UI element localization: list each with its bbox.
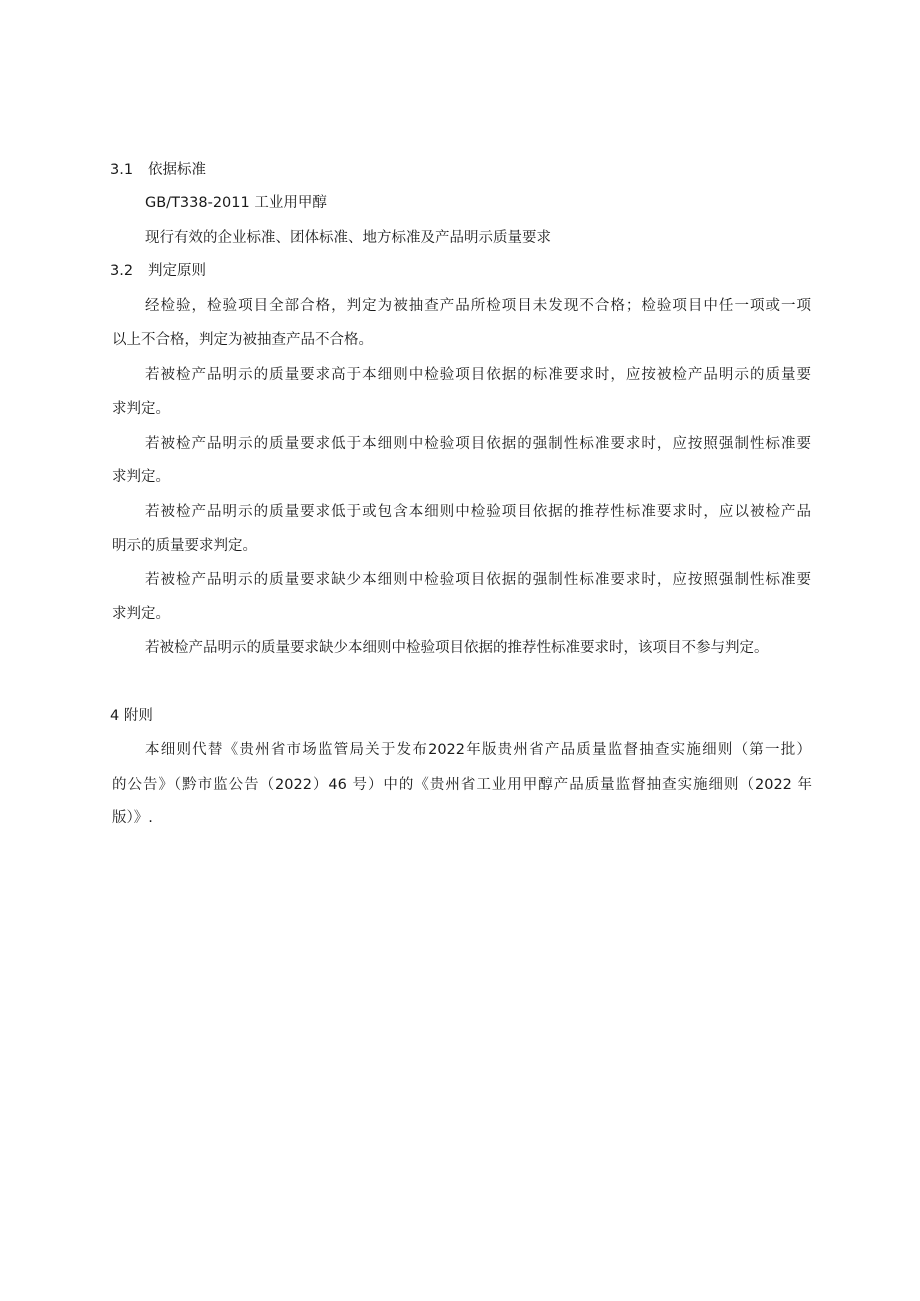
- paragraph-line: 版）》.: [112, 810, 153, 826]
- section-3-2-heading: [110, 261, 206, 281]
- paragraph-line: 若被检产品明示的质量要求高于本细则中检验项目依据的标准要求时，应按被检产品明示的质量要: [145, 367, 811, 383]
- section-title: 依据标准: [148, 162, 206, 178]
- paragraph-line: 本细则代替《贵州省市场监管局关于发布2022年版贵州省产品质量监督抽查实施细则（第一批）: [145, 742, 811, 758]
- paragraph-line: 若被检产品明示的质量要求低于本细则中检验项目依据的强制性标准要求时，应按照强制性标准要: [145, 436, 811, 452]
- paragraph-line: 明示的质量要求判定。: [112, 538, 257, 554]
- paragraph-line: 若被检产品明示的质量要求缺少本细则中检验项目依据的推荐性标准要求时，该项目不参与判定。: [145, 640, 769, 656]
- paragraph-line: 求判定。: [112, 606, 170, 622]
- section-number: 3.1: [110, 162, 134, 178]
- paragraph-line: 求判定。: [112, 469, 170, 485]
- paragraph-line: 以上不合格，判定为被抽查产品不合格。: [112, 332, 373, 348]
- paragraph-line: 若被检产品明示的质量要求缺少本细则中检验项目依据的强制性标准要求时，应按照强制性标准要: [145, 572, 811, 588]
- paragraph-line: 的公告》（黔市监公告（2022）46 号）中的《贵州省工业用甲醇产品质量监督抽查实施细则（2022 年: [112, 777, 812, 793]
- paragraph-line: 求判定。: [112, 401, 170, 417]
- section-4-heading: 4 附则: [110, 708, 153, 724]
- paragraph-line: 若被检产品明示的质量要求低于或包含本细则中检验项目依据的推荐性标准要求时，应以被检产品: [145, 504, 811, 520]
- paragraph-line: 经检验，检验项目全部合格，判定为被抽查产品所检项目未发现不合格；检验项目中任一项或一项: [145, 298, 811, 314]
- standard-item: GB/T338-2011 工业用甲醇: [145, 195, 327, 211]
- section-title: 判定原则: [148, 263, 206, 279]
- section-3-1-heading: [110, 160, 206, 180]
- standard-item: 现行有效的企业标准、团体标准、地方标准及产品明示质量要求: [145, 230, 551, 246]
- section-number: 3.2: [110, 263, 134, 279]
